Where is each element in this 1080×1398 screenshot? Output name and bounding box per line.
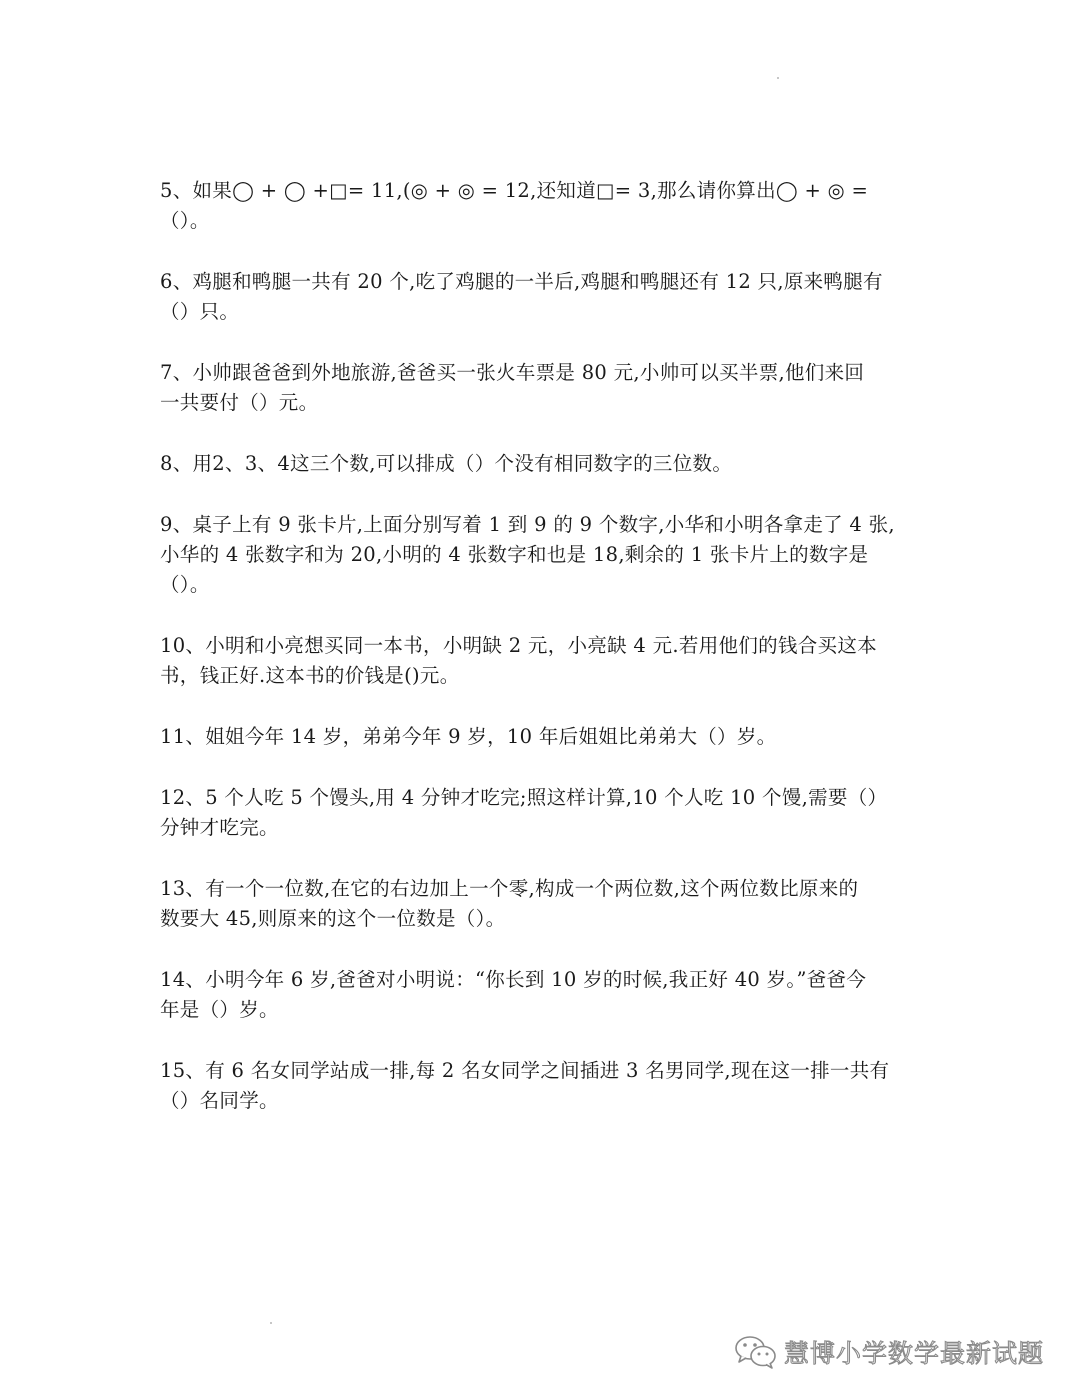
question-line: （）。 bbox=[160, 209, 210, 232]
question-line: 10、小明和小亮想买同一本书，小明缺 2 元，小亮缺 4 元.若用他们的钱合买这本 bbox=[160, 634, 877, 657]
question-item bbox=[160, 358, 930, 418]
question-item bbox=[160, 510, 930, 600]
question-item bbox=[160, 449, 930, 479]
wechat-icon bbox=[734, 1334, 778, 1370]
watermark-text: 慧博小学数学最新试题 bbox=[784, 1339, 1045, 1368]
question-line: 8、用2、3、4这三个数,可以排成（）个没有相同数字的三位数。 bbox=[160, 452, 733, 475]
question-list bbox=[160, 176, 930, 1147]
question-line: 9、桌子上有 9 张卡片,上面分别写着 1 到 9 的 9 个数字,小华和小明各拿走了 4 张, bbox=[160, 513, 895, 536]
question-item bbox=[160, 783, 930, 843]
question-line: 小华的 4 张数字和为 20,小明的 4 张数字和也是 18,剩余的 1 张卡片上的数字是 bbox=[160, 543, 869, 566]
question-line: 13、有一个一位数,在它的右边加上一个零,构成一个两位数,这个两位数比原来的 bbox=[160, 877, 859, 900]
scan-speck bbox=[270, 1322, 272, 1324]
question-item bbox=[160, 874, 930, 934]
question-line: 年是（）岁。 bbox=[160, 998, 279, 1021]
question-line: 5、如果◯ + ◯ +□= 11,(◎ + ◎ = 12,还知道□= 3,那么请你算出◯ + ◎ = bbox=[160, 179, 869, 202]
question-line: 7、小帅跟爸爸到外地旅游,爸爸买一张火车票是 80 元,小帅可以买半票,他们来回 bbox=[160, 361, 865, 384]
question-item bbox=[160, 722, 930, 752]
question-line: （）名同学。 bbox=[160, 1089, 279, 1112]
question-line: 6、鸡腿和鸭腿一共有 20 个,吃了鸡腿的一半后,鸡腿和鸭腿还有 12 只,原来鸭腿有 bbox=[160, 270, 883, 293]
question-line: （）。 bbox=[160, 573, 210, 596]
question-line: 11、姐姐今年 14 岁，弟弟今年 9 岁，10 年后姐姐比弟弟大（）岁。 bbox=[160, 725, 777, 748]
question-line: 分钟才吃完。 bbox=[160, 816, 279, 839]
question-item bbox=[160, 267, 930, 327]
question-line: 12、5 个人吃 5 个馒头,用 4 分钟才吃完;照这样计算,10 个人吃 10 个馒,需要（） bbox=[160, 786, 888, 809]
question-line: 14、小明今年 6 岁,爸爸对小明说：“你长到 10 岁的时候,我正好 40 岁。”爸爸今 bbox=[160, 968, 867, 991]
question-line: 一共要付（）元。 bbox=[160, 391, 319, 414]
question-line: （）只。 bbox=[160, 300, 240, 323]
question-line: 数要大 45,则原来的这个一位数是（）。 bbox=[160, 907, 506, 930]
watermark bbox=[734, 1330, 1044, 1374]
question-item bbox=[160, 1056, 930, 1116]
question-line: 书，钱正好.这本书的价钱是()元。 bbox=[160, 664, 460, 687]
question-line: 15、有 6 名女同学站成一排,每 2 名女同学之间插进 3 名男同学,现在这一排一共有 bbox=[160, 1059, 890, 1082]
question-item bbox=[160, 965, 930, 1025]
scan-speck bbox=[777, 77, 779, 79]
question-item bbox=[160, 631, 930, 691]
question-item bbox=[160, 176, 930, 236]
